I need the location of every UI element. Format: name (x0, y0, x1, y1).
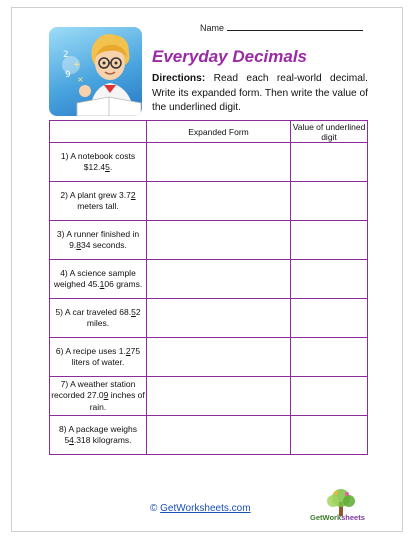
logo-text-part-b: sheets (341, 513, 365, 522)
underlined-digit: 5 (131, 306, 136, 317)
question-number: 3) (56, 228, 65, 239)
question-text: A science sample weighed 45. (53, 267, 136, 289)
question-cell (50, 338, 147, 377)
question-text: . (109, 162, 113, 172)
underlined-digit: 8 (76, 240, 81, 250)
underlined-value-answer-cell[interactable] (291, 260, 368, 299)
expanded-form-answer-cell[interactable] (147, 299, 291, 338)
question-cell (50, 221, 147, 260)
worksheet-title: Everyday Decimals (152, 47, 307, 66)
question-cell (50, 260, 147, 299)
underlined-digit: 4 (69, 435, 74, 445)
answer-table (49, 120, 368, 455)
question-number: 7) (60, 378, 69, 389)
svg-text:9: 9 (65, 70, 71, 80)
question-text: A recipe uses 1. (65, 345, 126, 356)
expanded-form-answer-cell[interactable] (147, 260, 291, 299)
question-number: 8) (59, 423, 67, 434)
table-row (50, 338, 368, 377)
question-cell (50, 143, 147, 182)
name-label: Name (200, 23, 225, 33)
underlined-digit: 1 (99, 279, 105, 289)
expanded-form-answer-cell[interactable] (147, 338, 291, 377)
site-link[interactable]: GetWorksheets.com (160, 503, 251, 514)
question-number: 6) (55, 345, 64, 356)
underlined-digit: 2 (125, 345, 131, 356)
directions-body: Read each real-world decimal. Write its expanded form. Then write the value of the underlined digit. (152, 73, 368, 113)
student-illustration (49, 27, 142, 116)
underlined-digit: 2 (130, 189, 136, 200)
logo-text-part-a: GetWork (310, 513, 342, 522)
table-row (50, 260, 368, 299)
question-text: A plant grew 3.7 (69, 189, 131, 200)
expanded-form-answer-cell[interactable] (147, 221, 291, 260)
svg-text:×: × (77, 75, 84, 84)
question-cell (50, 299, 147, 338)
table-row (50, 416, 368, 455)
question-number: 4) (60, 267, 68, 278)
name-field[interactable] (200, 22, 363, 33)
underlined-value-answer-cell[interactable] (291, 299, 368, 338)
question-text: .318 kilograms. (73, 435, 132, 445)
header-underlined-value: Value of underlined digit (291, 121, 368, 143)
question-number: 1) (60, 150, 69, 161)
underlined-value-answer-cell[interactable] (291, 182, 368, 221)
table-row (50, 377, 368, 416)
underlined-value-answer-cell[interactable] (291, 416, 368, 455)
underlined-digit: 9 (103, 390, 109, 401)
underlined-value-answer-cell[interactable] (291, 221, 368, 260)
expanded-form-answer-cell[interactable] (147, 377, 291, 416)
question-text: A runner finished in 9. (66, 228, 140, 250)
copyright-symbol: © (150, 503, 158, 514)
question-cell (50, 416, 147, 455)
expanded-form-answer-cell[interactable] (147, 143, 291, 182)
directions-text (152, 72, 368, 116)
table-row (50, 143, 368, 182)
header-question (50, 121, 147, 143)
question-text: 34 seconds. (80, 240, 127, 250)
student-reading-icon (49, 27, 142, 116)
question-text: A notebook costs $12.4 (70, 150, 136, 172)
underlined-value-answer-cell[interactable] (291, 377, 368, 416)
table-row (50, 299, 368, 338)
question-number: 2) (60, 189, 68, 200)
directions-label: Directions: (152, 73, 206, 84)
name-blank-line[interactable] (227, 22, 363, 31)
question-text: 06 grams. (104, 279, 143, 289)
underlined-digit: 5 (105, 162, 110, 172)
question-text: 2 miles. (86, 306, 141, 328)
question-text: A car traveled 68. (64, 306, 132, 317)
question-number: 5) (55, 306, 64, 317)
footer-link[interactable] (150, 503, 251, 514)
underlined-value-answer-cell[interactable] (291, 338, 368, 377)
question-cell (50, 377, 147, 416)
question-text: 75 liters of water. (71, 345, 141, 367)
logo-text (310, 513, 365, 522)
table-row (50, 182, 368, 221)
svg-text:+: + (73, 60, 81, 70)
question-text: inches of rain. (89, 390, 145, 412)
underlined-value-answer-cell[interactable] (291, 143, 368, 182)
table-header-row (50, 121, 368, 143)
svg-text:2: 2 (63, 50, 69, 60)
question-text: meters tall. (77, 201, 119, 211)
table-row (50, 221, 368, 260)
expanded-form-answer-cell[interactable] (147, 416, 291, 455)
question-text: A weather station recorded 27.0 (51, 378, 136, 401)
expanded-form-answer-cell[interactable] (147, 182, 291, 221)
header-expanded-form: Expanded Form (147, 121, 291, 143)
question-cell (50, 182, 147, 221)
question-text: A package weighs 5 (64, 423, 137, 445)
